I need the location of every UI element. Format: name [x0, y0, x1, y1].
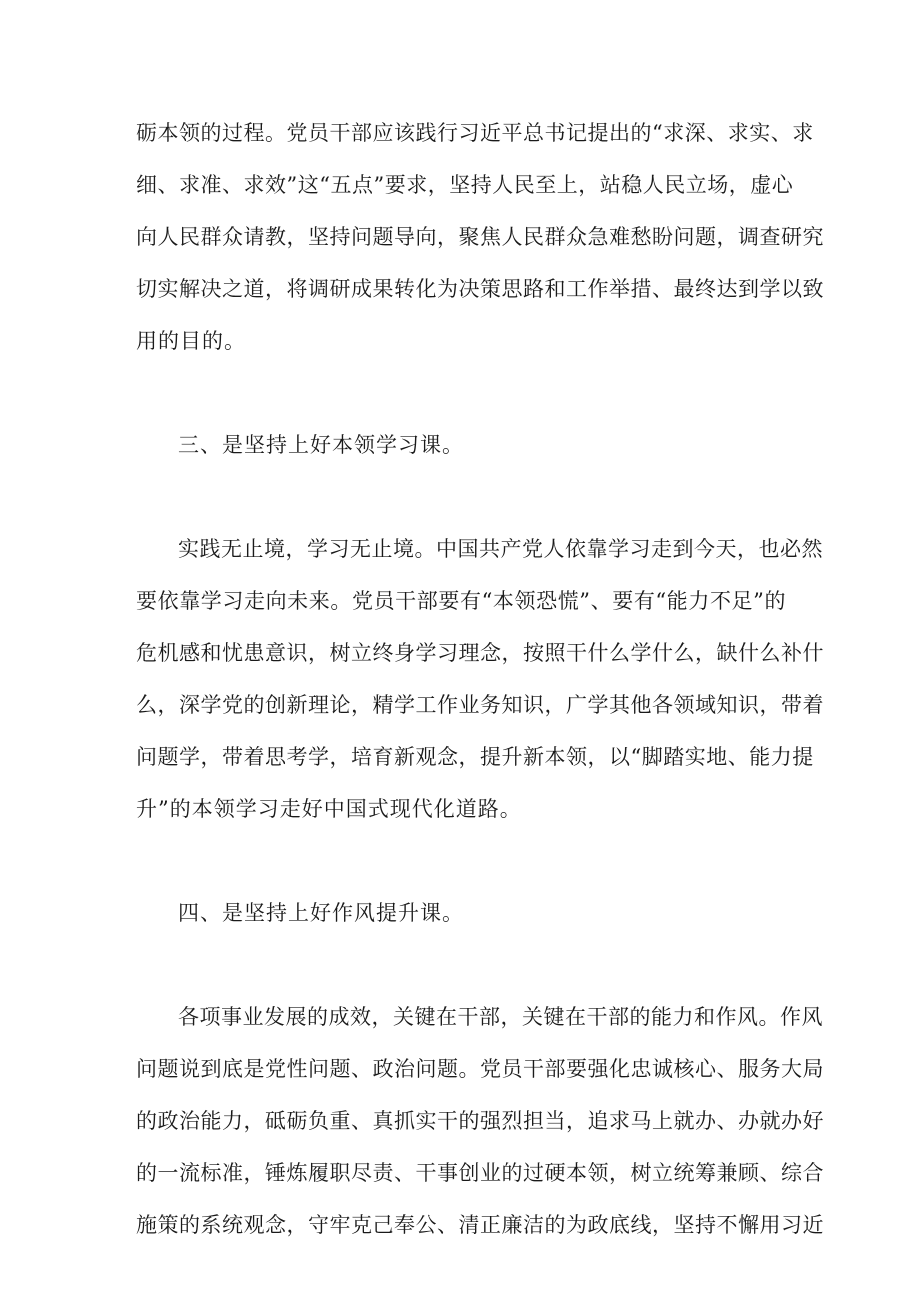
- section-heading-3: 三、是坚持上好本领学习课。: [178, 433, 464, 457]
- paragraph-3-line-1: 各项事业发展的成效，关键在干部，关键在干部的能力和作风。作风: [178, 1005, 823, 1029]
- paragraph-3-line-2: 问题说到底是党性问题、政治问题。党员干部要强化忠诚核心、服务大局: [136, 1057, 824, 1081]
- paragraph-3-line-5: 施策的系统观念，守牢克己奉公、清正廉洁的为政底线，坚持不懈用习近: [136, 1213, 824, 1237]
- paragraph-2-line-1: 实践无止境，学习无止境。中国共产党人依靠学习走到今天，也必然: [178, 537, 823, 561]
- paragraph-2-line-4: 么，深学党的创新理论，精学工作业务知识，广学其他各领域知识，带着: [136, 693, 824, 717]
- paragraph-3-line-4: 的一流标准，锤炼履职尽责、干事创业的过硬本领，树立统筹兼顾、综合: [136, 1161, 824, 1185]
- paragraph-2-line-6: 升”的本领学习走好中国式现代化道路。: [136, 797, 522, 821]
- paragraph-1-line-4: 切实解决之道，将调研成果转化为决策思路和工作举措、最终达到学以致: [136, 277, 824, 301]
- paragraph-1-line-5: 用的目的。: [136, 329, 246, 353]
- paragraph-1-line-3: 向人民群众请教，坚持问题导向，聚焦人民群众急难愁盼问题，调查研究: [136, 225, 824, 249]
- paragraph-2-line-3: 危机感和忧患意识，树立终身学习理念，按照干什么学什么，缺什么补什: [136, 641, 824, 665]
- paragraph-3-line-3: 的政治能力，砥砺负重、真抓实干的强烈担当，追求马上就办、办就办好: [136, 1109, 824, 1133]
- paragraph-2-line-2: 要依靠学习走向未来。党员干部要有“本领恐慌”、要有“能力不足”的: [136, 589, 786, 613]
- paragraph-1-line-2: 细、求准、求效”这“五点”要求，坚持人民至上，站稳人民立场，虚心: [136, 173, 794, 197]
- section-heading-4: 四、是坚持上好作风提升课。: [178, 901, 464, 925]
- paragraph-2-line-5: 问题学，带着思考学，培育新观念，提升新本领，以“脚踏实地、能力提: [136, 745, 814, 769]
- paragraph-1-line-1: 砺本领的过程。党员干部应该践行习近平总书记提出的“求深、求实、求: [136, 121, 814, 145]
